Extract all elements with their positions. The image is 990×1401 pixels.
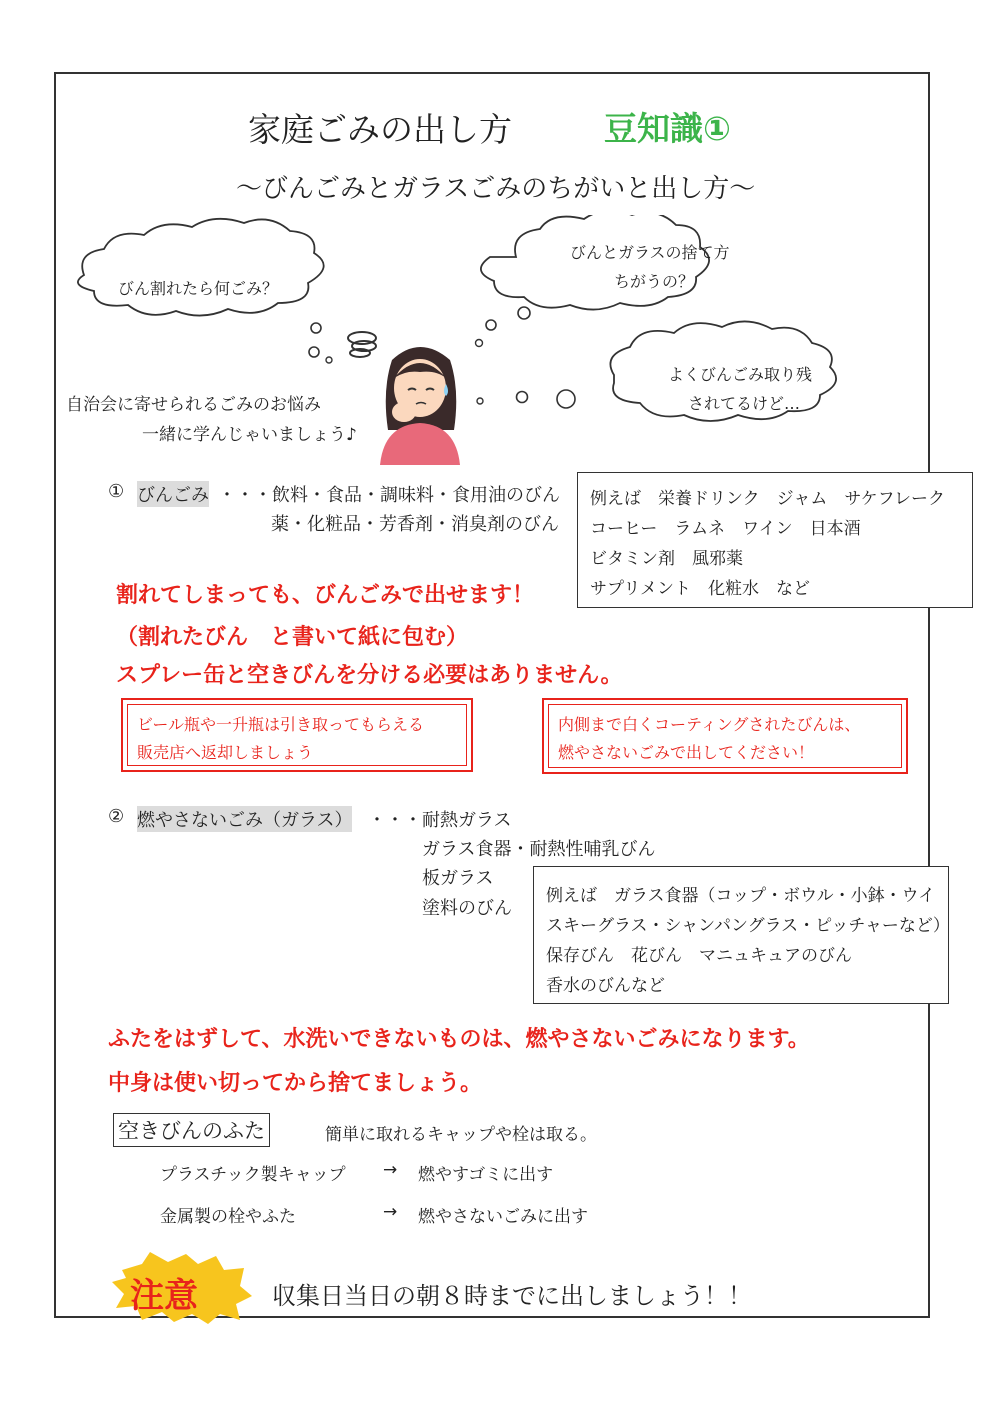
coated-bottles-line: 内側まで白くコーティングされたびんは、 (558, 715, 861, 734)
page-subtitle: ～びんごみとガラスごみのちがいと出し方～ (236, 174, 756, 204)
caps-row-arrow: → (383, 1202, 398, 1222)
caps-row-item: 金属製の栓やふた (160, 1207, 296, 1227)
section1-example-line: 例えば 栄養ドリンク ジャム サケフレーク (590, 489, 945, 509)
caps-row-item: プラスチック製キャップ (160, 1165, 346, 1185)
return-bottles-line: 販売店へ返却しましょう (137, 743, 314, 762)
section2-note-1: ふたをはずして、水洗いできないものは、燃やさないごみになります。 (108, 1027, 810, 1052)
section1-label: びんごみ (137, 481, 209, 507)
return-bottles-notice (121, 698, 473, 772)
section2-example-line: 保存びん 花びん マニュキュアのびん (546, 946, 852, 966)
section2-example-line: 例えば ガラス食器（コップ・ボウル・小鉢・ウイ (546, 886, 936, 906)
section2-examples-box (533, 866, 949, 1004)
section1-note-1: 割れてしまっても、びんごみで出せます！ (116, 583, 535, 608)
caps-row-action: 燃やすゴミに出す (418, 1165, 554, 1185)
section2-number: ② (108, 806, 125, 827)
section1-examples-box (577, 472, 973, 608)
thought-clouds-illustration (54, 215, 934, 455)
cloud-left (78, 219, 324, 316)
cloud-right-text-1: よくびんごみ取り残 (668, 365, 813, 384)
page-title-accent: 豆知識① (604, 109, 731, 148)
section1-note-2: （割れたびん と書いて紙に包む） (116, 625, 469, 650)
worried-woman-illustration (340, 320, 470, 465)
section2-example-line: スキーグラス・シャンパングラス・ピッチャーなど） (546, 916, 950, 936)
coated-bottles-notice (542, 698, 908, 774)
section2-item: ガラス食器・耐熱性哺乳びん (422, 839, 656, 860)
cloud-left-text: びん割れたら何ごみ？ (118, 279, 279, 298)
section1-example-line: サプリメント 化粧水 など (590, 579, 810, 599)
coated-bottles-line: 燃やさないごみで出してください！ (558, 743, 815, 762)
caps-label: 空きびんのふた (113, 1113, 270, 1147)
section1-note-3: スプレー缶と空きびんを分ける必要はありません。 (116, 663, 623, 688)
intro-line-2: 一緒に学んじゃいましょう♪ (142, 425, 357, 445)
section2-note-2: 中身は使い切ってから捨てましょう。 (108, 1071, 483, 1096)
section1-example-line: コーヒー ラムネ ワイン 日本酒 (590, 519, 861, 539)
section2-item: 板ガラス (422, 868, 494, 889)
caution-badge-text: 注意 (130, 1276, 198, 1316)
section2-item: 塗料のびん (422, 898, 512, 919)
cloud-top-right-text-2: ちがうの？ (614, 272, 695, 291)
section2-label: 燃やさないごみ（ガラス） (137, 806, 352, 832)
page-title: 家庭ごみの出し方 (248, 110, 512, 149)
caps-row-arrow: → (383, 1160, 398, 1180)
section1-line-2: 薬・化粧品・芳香剤・消臭剤のびん (271, 514, 559, 535)
caps-description: 簡単に取れるキャップや栓は取る。 (325, 1125, 597, 1145)
section1-example-line: ビタミン剤 風邪薬 (590, 549, 743, 569)
section1-line-1: ・・・飲料・食品・調味料・食用油のびん (218, 485, 560, 506)
cloud-top-right-text-1: びんとガラスの捨て方 (570, 243, 730, 262)
section2-line-1: ・・・耐熱ガラス (368, 810, 512, 831)
cloud-right-text-2: されてるけど… (688, 394, 801, 413)
intro-line-1: 自治会に寄せられるごみのお悩み (66, 395, 321, 415)
caution-text: 収集日当日の朝８時までに出しましょう！！ (272, 1282, 752, 1310)
section1-number: ① (108, 481, 125, 502)
return-bottles-line: ビール瓶や一升瓶は引き取ってもらえる (137, 715, 425, 734)
caps-row-action: 燃やさないごみに出す (418, 1207, 588, 1227)
section2-example-line: 香水のびんなど (546, 976, 665, 996)
